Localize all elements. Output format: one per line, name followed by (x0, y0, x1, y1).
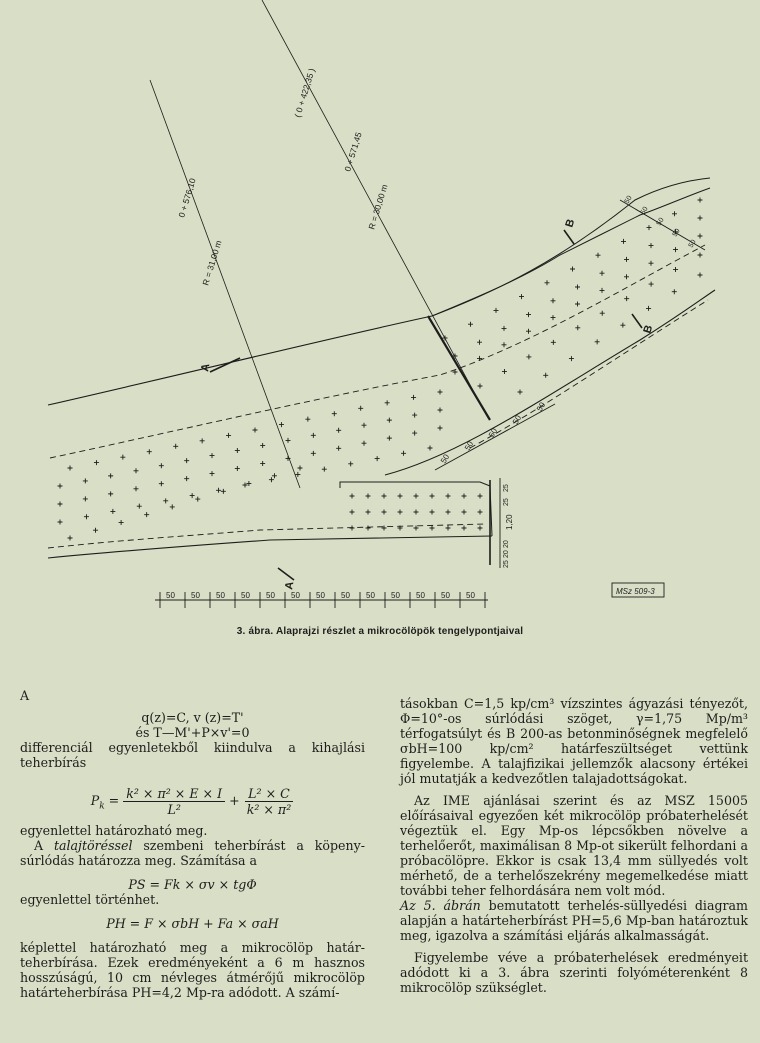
pile-mark (134, 468, 139, 473)
pk-numerator-2: L² × C (245, 786, 293, 802)
pk-denominator-1: L² (167, 802, 181, 817)
dimension-label-edge: 50 (639, 205, 650, 216)
pile-mark (545, 280, 550, 285)
pile-mark (570, 267, 575, 272)
pile-mark (358, 406, 363, 411)
pile-mark (438, 426, 443, 431)
pile-mark (526, 354, 531, 359)
pile-mark (336, 428, 341, 433)
pile-mark (624, 296, 629, 301)
pile-mark (260, 443, 265, 448)
upper-strip (432, 188, 710, 316)
pile-mark (575, 302, 580, 307)
pile-mark (235, 448, 240, 453)
dimension-label: 50 (241, 591, 250, 600)
pile-mark (477, 340, 482, 345)
pile-mark (221, 489, 226, 494)
radius-label-1: R = 31,00 m (200, 239, 224, 287)
lead-letter: A (20, 688, 30, 703)
section-b-bottom-label: B (641, 323, 656, 335)
chainage-label-3: ( 0 + 422,35 ) (292, 67, 317, 119)
pile-mark (184, 458, 189, 463)
pile-mark (624, 257, 629, 262)
dimension-label: 50 (266, 591, 275, 600)
dimension-label-diagonal: 50 (486, 426, 500, 439)
pile-mark (332, 411, 337, 416)
section-a-bottom-marker (278, 568, 294, 580)
pile-mark (83, 496, 88, 501)
pile-mark (673, 247, 678, 252)
pile-mark (311, 433, 316, 438)
pile-mark (387, 418, 392, 423)
wedge-boundary (385, 290, 715, 475)
pile-mark (430, 510, 435, 515)
pile-mark (298, 466, 303, 471)
paragraph-soil-failure: A talajtöréssel szembeni teherbírást a köpeny-súrlódás határozza meg. Számítása a (20, 838, 365, 868)
pile-mark (551, 315, 556, 320)
dimension-label: 50 (316, 591, 325, 600)
pile-mark (596, 253, 601, 258)
dimension-label-edge: 50 (623, 194, 634, 205)
pile-mark (446, 510, 451, 515)
pile-mark (543, 373, 548, 378)
pile-mark (575, 325, 580, 330)
pile-mark (478, 384, 483, 389)
pile-mark (94, 460, 99, 465)
section-a-bottom-label: A (283, 580, 297, 591)
dimension-label: 50 (166, 591, 175, 600)
pile-mark (108, 473, 113, 478)
pile-mark (438, 390, 443, 395)
pile-mark (502, 326, 507, 331)
pile-mark (494, 308, 499, 313)
pile-mark (137, 504, 142, 509)
pile-mark (58, 502, 63, 507)
pile-mark (698, 273, 703, 278)
lower-boundary (48, 536, 492, 558)
section-b-bottom-marker (632, 314, 642, 328)
left-column (20, 688, 365, 1000)
section-b-top-label: B (563, 217, 578, 229)
right-dashed (470, 300, 708, 448)
pile-mark (430, 494, 435, 499)
figure-caption: 3. ábra. Alaprajzi részlet a mikrocölöpök tengelypontjaival (236, 626, 524, 637)
pile-mark (210, 471, 215, 476)
pile-mark (649, 261, 654, 266)
chainage-label-1: 0 + 576,10 (176, 177, 198, 219)
dimension-label: 50 (191, 591, 200, 600)
pile-mark (698, 198, 703, 203)
section-a-top-marker (210, 358, 240, 372)
dimension-label-diagonal: 50 (462, 439, 476, 452)
dimension-label-vertical: 25 (503, 560, 510, 568)
pile-mark (575, 285, 580, 290)
pile-mark (159, 463, 164, 468)
pile-mark (414, 526, 419, 531)
pile-mark (68, 466, 73, 471)
pile-mark (518, 390, 523, 395)
pk-denominator-2: k² × π² (246, 802, 292, 817)
pile-mark (462, 526, 467, 531)
dimension-label: 50 (216, 591, 225, 600)
pile-mark (478, 526, 483, 531)
pile-mark (147, 449, 152, 454)
equation-ph: PH = F × σbH + Fa × σaH (106, 916, 279, 931)
pile-mark (551, 340, 556, 345)
dimension-vertical-mid: 1,20 (505, 514, 514, 530)
pile-mark (286, 438, 291, 443)
chainage-label-2: 0 + 571,45 (342, 131, 364, 173)
pile-mark (468, 322, 473, 327)
dimension-label: 50 (466, 591, 475, 600)
pile-mark (398, 494, 403, 499)
pile-marks (58, 198, 703, 541)
dimension-label: 50 (441, 591, 450, 600)
pile-mark (446, 526, 451, 531)
pile-mark (336, 446, 341, 451)
pile-mark (108, 491, 113, 496)
paragraph-calc: egyenlettel történhet. (20, 892, 160, 907)
pile-mark (350, 510, 355, 515)
dimension-label: 50 (366, 591, 375, 600)
paragraph-result: képlettel határozható meg a mikrocölöp határ-teherbírása. Ezek eredményeként a 6 m hasznos hosszúságú, 10 cm névleges átmérőjű mikrocölöp határteherbírása PH=4,2 Mp-ra adódott. A számí- (20, 940, 365, 1000)
pk-numerator-1: k² × π² × E × I (123, 786, 225, 802)
pile-mark (68, 536, 73, 541)
pile-mark (382, 494, 387, 499)
pile-mark (446, 494, 451, 499)
pile-mark (348, 461, 353, 466)
paragraph-buckling: differenciál egyenletekből kiindulva a kihajlási teherbírás (20, 740, 365, 770)
pile-mark (385, 400, 390, 405)
equation-t: és T—M'+P×v'=0 (135, 725, 250, 740)
paragraph-conclusion: Figyelembe véve a próbaterhelések eredményeit adódott ki a 3. ábra szerinti folyóméterenként 8 mikrocölöp szükséglet. (400, 950, 748, 995)
dimension-label: 50 (341, 591, 350, 600)
equation-q: q(z)=C, v (z)=T' (141, 710, 244, 725)
pile-mark (58, 520, 63, 525)
pile-mark (382, 526, 387, 531)
pile-mark (366, 510, 371, 515)
pile-mark (519, 294, 524, 299)
pile-mark (398, 510, 403, 515)
pile-mark (295, 472, 300, 477)
pile-mark (163, 498, 168, 503)
pile-mark (260, 461, 265, 466)
pile-mark (279, 422, 284, 427)
pile-mark (649, 282, 654, 287)
pile-mark (477, 356, 482, 361)
pile-mark (698, 253, 703, 258)
pile-mark (672, 211, 677, 216)
dimension-label-diagonal: 50 (438, 452, 452, 465)
pile-mark (526, 312, 531, 317)
pile-mark (110, 509, 115, 514)
pile-mark (401, 451, 406, 456)
pile-mark (269, 477, 274, 482)
pile-mark (93, 528, 98, 533)
dashed-pile-line-top (50, 245, 705, 458)
dimension-label-vertical: 25 (503, 484, 510, 492)
pile-mark (184, 476, 189, 481)
pile-mark (190, 493, 195, 498)
pile-mark (58, 484, 63, 489)
pile-mark (382, 510, 387, 515)
pile-mark (672, 289, 677, 294)
pile-mark (414, 494, 419, 499)
pile-mark (119, 520, 124, 525)
pile-mark (526, 329, 531, 334)
dimension-label-vertical: 20 (503, 540, 510, 548)
pile-mark (159, 481, 164, 486)
pile-mark (600, 288, 605, 293)
pile-mark (210, 453, 215, 458)
pile-mark (362, 441, 367, 446)
radius-label-2: R = 30,00 m (366, 183, 390, 231)
pile-mark (621, 239, 626, 244)
pile-mark (551, 298, 556, 303)
pile-mark (173, 444, 178, 449)
dimension-label: 50 (291, 591, 300, 600)
dimension-label: 50 (391, 591, 400, 600)
pile-mark (649, 243, 654, 248)
dimension-label-vertical: 25 (503, 498, 510, 506)
pile-mark (502, 369, 507, 374)
dimension-label-edge: 50 (687, 238, 698, 249)
pile-mark (673, 267, 678, 272)
pile-mark (83, 478, 88, 483)
paragraph-load-test: Az IME ajánlásai szerint és az MSZ 15005 előírásaival egyezően két mikrocölöp próbaterhelését végeztük el. Egy Mp-os lépcsőkben növelve a terhelőerőt, maximálisan 8 Mp-ot sikerült felhordani a próbacölöpre. Ekkor is csak 13,4 mm süllyedés volt mérhető, de a terhelőszekrény megemelkedése miatt további teher felhordására nem volt mód. (400, 793, 748, 898)
pile-mark (600, 271, 605, 276)
pile-mark (120, 455, 125, 460)
pile-mark (366, 494, 371, 499)
pile-mark (362, 423, 367, 428)
pile-mark (478, 494, 483, 499)
pile-mark (170, 504, 175, 509)
pile-mark (387, 436, 392, 441)
pile-mark (366, 526, 371, 531)
pile-mark (226, 433, 231, 438)
pile-mark (462, 494, 467, 499)
dimension-label-vertical: 20 (503, 550, 510, 558)
pile-mark (134, 486, 139, 491)
radius-line-1 (150, 80, 300, 488)
equation-pk: $P_k$ = $\frac{\text{k² × π² × E × I}}{\text{L²}}$ + $\frac{\text{L² × C}}{\text{k² × π²}}$ (20, 786, 365, 817)
pile-mark (430, 526, 435, 531)
paragraph-diagram: Az 5. ábrán bemutatott terhelés-süllyedési diagram alapján a határteherbírást PH=5,6 Mp-ban határoztuk meg, igazolva a számítási eljárás alkalmasságát. (400, 898, 748, 943)
dashed-pile-line-bottom (48, 524, 485, 548)
stamp-text: MSz 509-3 (616, 587, 655, 596)
pile-mark (569, 356, 574, 361)
pile-mark (200, 438, 205, 443)
pile-mark (350, 526, 355, 531)
equation-ps: PS = Fk × σv × tgΦ (128, 877, 257, 892)
dimension-labels (166, 195, 698, 600)
pile-mark (600, 311, 605, 316)
pile-mark (84, 514, 89, 519)
pile-mark (305, 417, 310, 422)
section-a-top-label: A (199, 362, 213, 373)
pile-mark (620, 323, 625, 328)
pile-mark (428, 446, 433, 451)
section-b-top-marker (564, 230, 574, 244)
right-column (400, 696, 748, 995)
pile-mark (216, 488, 221, 493)
pile-mark (195, 497, 200, 502)
pile-mark (646, 306, 651, 311)
pile-mark (698, 216, 703, 221)
dimension-label: 50 (416, 591, 425, 600)
pile-mark (462, 510, 467, 515)
pile-mark (350, 494, 355, 499)
dimension-label-diagonal: 50 (510, 413, 524, 426)
pile-mark (438, 408, 443, 413)
dimension-label-diagonal: 50 (534, 400, 548, 413)
pile-mark (272, 473, 277, 478)
pile-mark (502, 342, 507, 347)
pile-mark (478, 510, 483, 515)
paragraph-parameters: tásokban C=1,5 kp/cm³ vízszintes ágyazási tényezőt, Φ=10°-os súrlódási szöget, γ=1,75 Mp/m³ térfogatsúlyt és B 200-as betonminőségnek megfelelő σbH=100 kp/cm² határfeszültséget vettünk figyelembe. A talajfizikai jellemzők alacsony értékei jól mutatják a kedvezőtlen talajadottságokat. (400, 696, 748, 786)
section-divider (428, 316, 490, 420)
dimension-label-edge: 50 (655, 216, 666, 227)
pile-mark (414, 510, 419, 515)
pile-mark (144, 512, 149, 517)
pile-mark (411, 395, 416, 400)
pile-mark (624, 274, 629, 279)
pile-mark (698, 234, 703, 239)
pile-mark (412, 413, 417, 418)
pile-mark (235, 466, 240, 471)
pile-mark (647, 225, 652, 230)
pile-mark (412, 431, 417, 436)
pile-mark (311, 451, 316, 456)
pile-mark (253, 428, 258, 433)
pile-mark (595, 339, 600, 344)
pile-mark (322, 467, 327, 472)
dimension-label-edge: 50 (671, 227, 682, 238)
pile-mark (375, 456, 380, 461)
paragraph-determined: egyenlettel határozható meg. (20, 823, 208, 838)
